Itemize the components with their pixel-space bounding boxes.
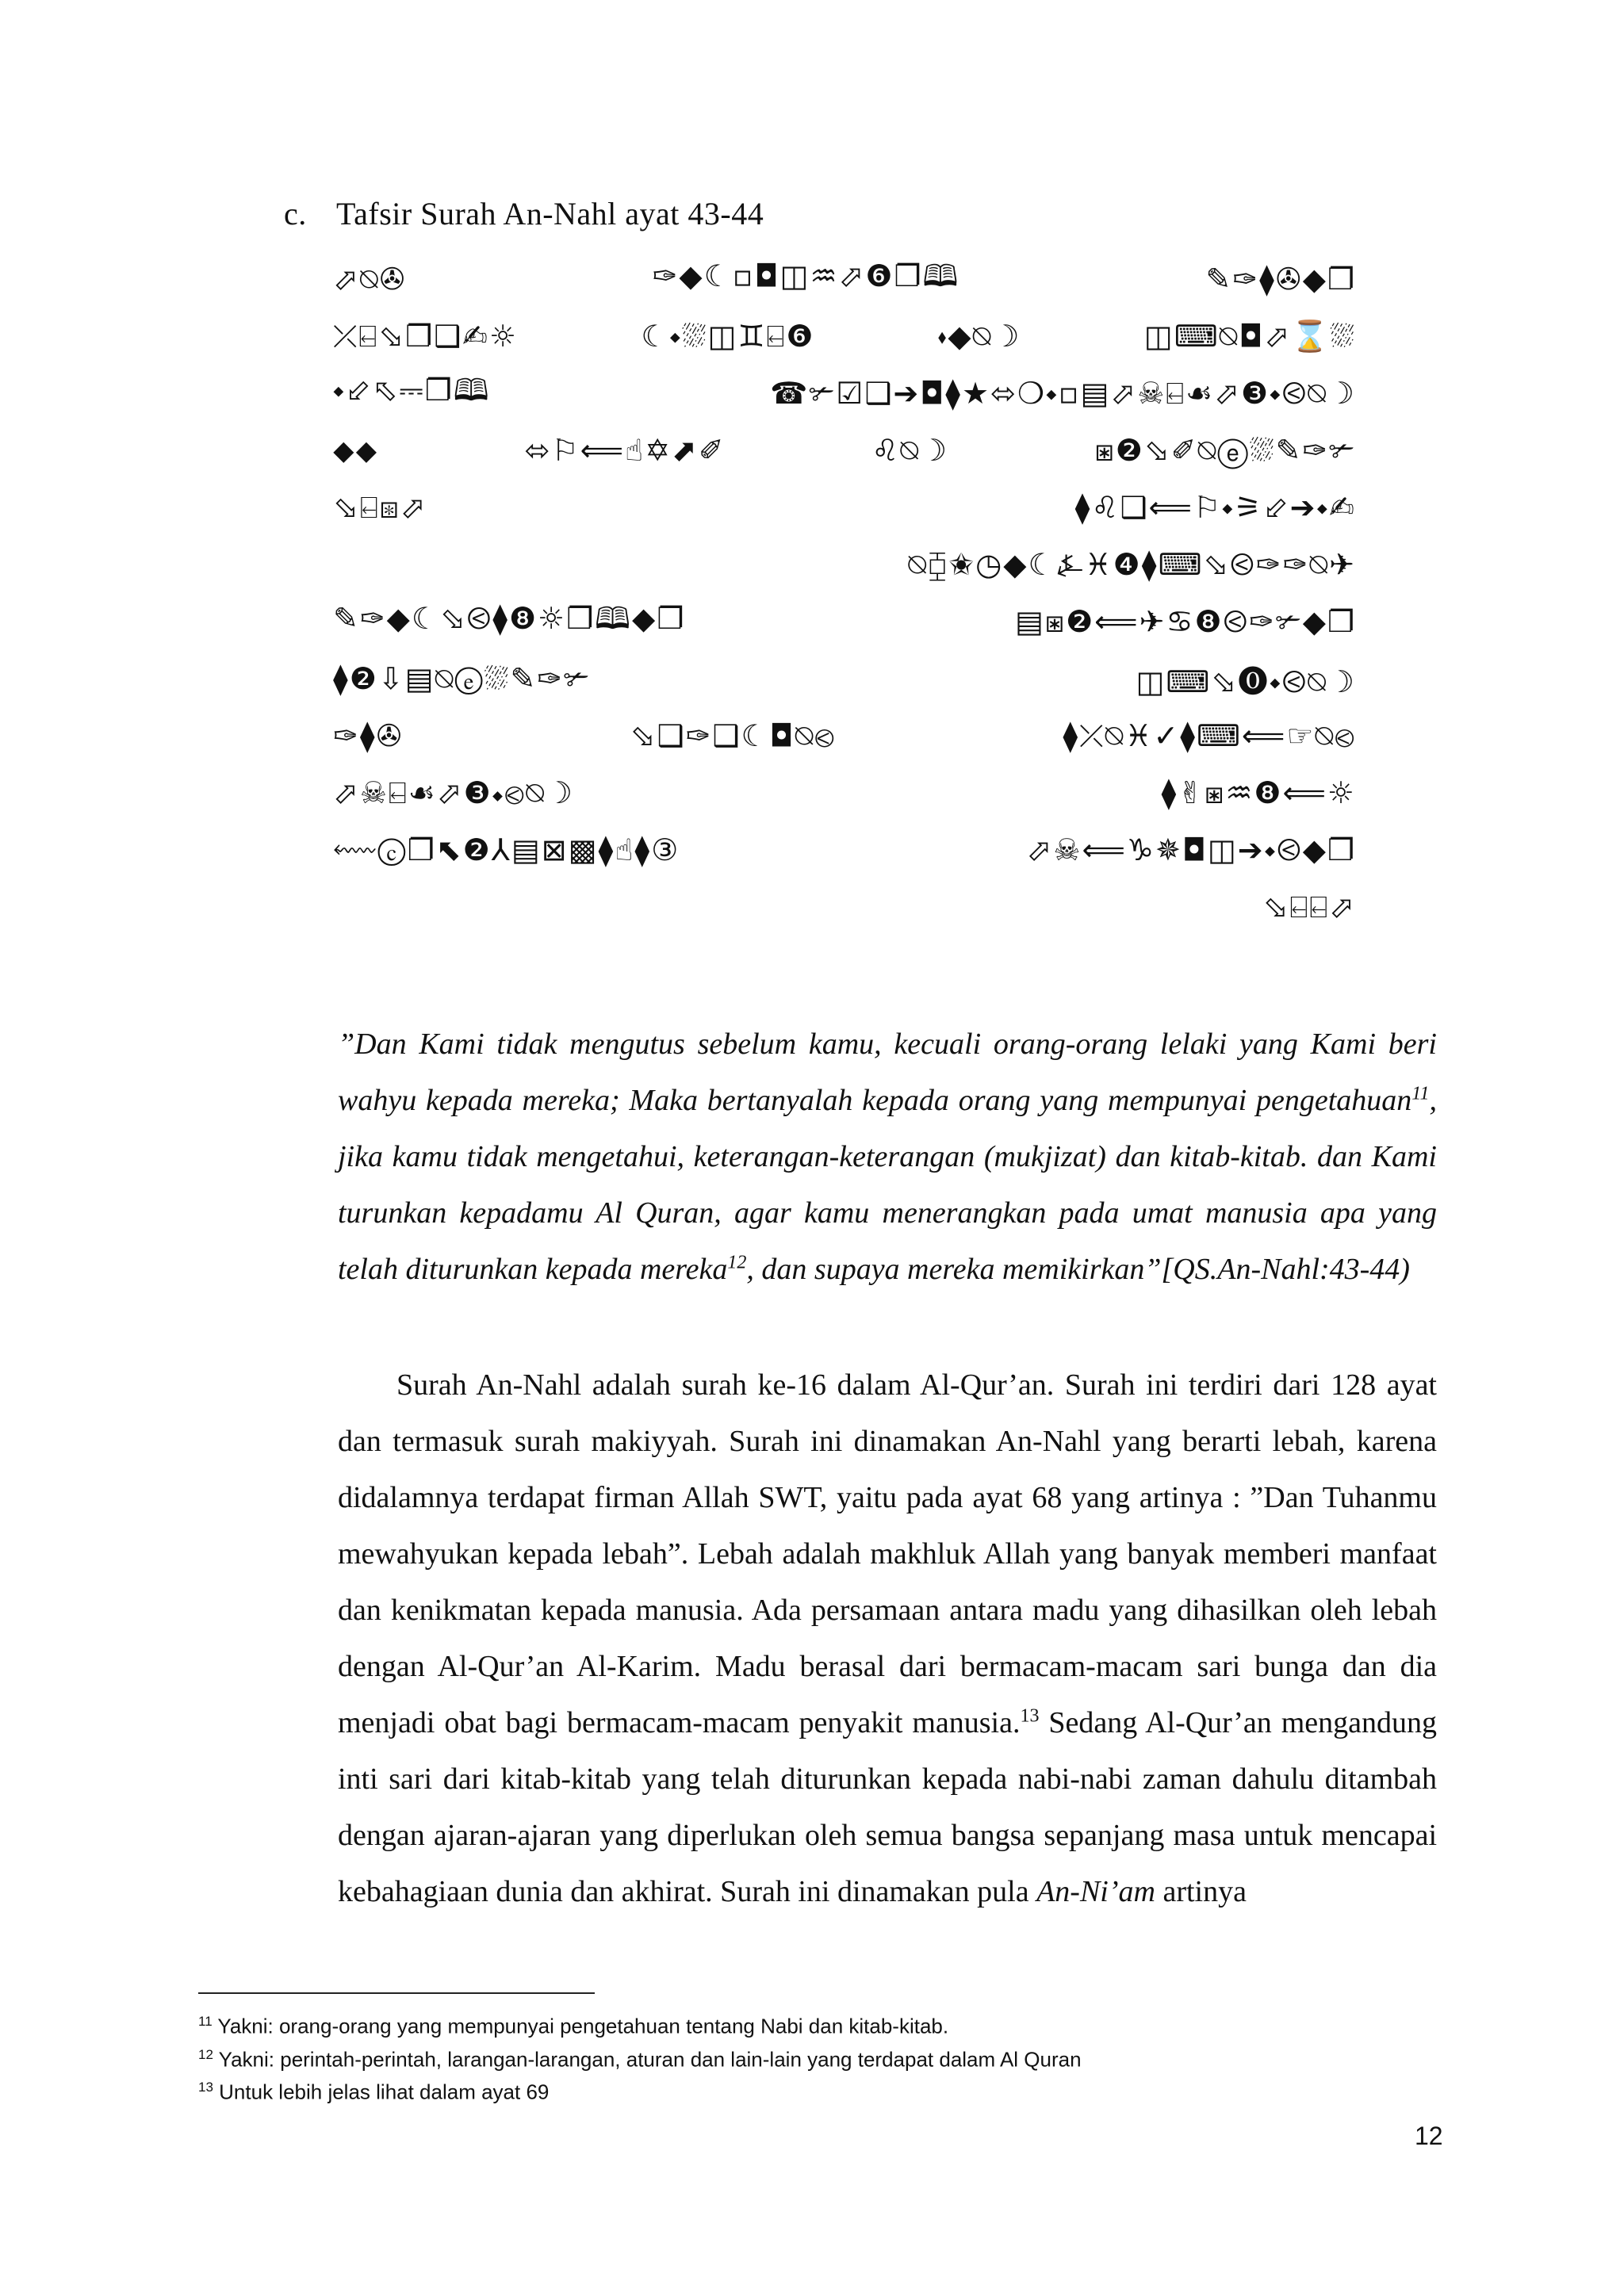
arabic-word: ⬪◆⍉☽ (937, 318, 1021, 354)
arabic-word: ⬥⬥ (333, 432, 379, 468)
body-paragraph (338, 1357, 1437, 1920)
arabic-word: ⧫✌⧆♒❽⟸☼ (1161, 775, 1356, 810)
paragraph-text: Sedang Al-Qur’an mengandung inti sari dari kitab-kitab yang telah diturunkan kepada nabi-nabi zaman dahulu ditambah dengan ajaran-ajaran yang diperlukan oleh semua bangsa sepanjang masa untuk mencapai kebahagiaan dunia dan akhirat. Surah ini dinamakan pula (338, 1706, 1437, 1908)
footnote-text: Yakni: orang-orang yang mempunyai pengetahuan tentang Nabi dan kitab-kitab. (212, 2014, 949, 2038)
arabic-line (333, 422, 1356, 479)
arabic-line (333, 479, 1356, 536)
arabic-word: ▤⧆❷⟸✈♋❽⧀✑✃◆❐ (1015, 603, 1356, 639)
arabic-word: ◫⌨⬂⓿⬩⧀⍉☽ (1136, 664, 1356, 699)
footnote-number: 13 (198, 2080, 213, 2095)
arabic-word: ⬂⍇⧆⬀ (333, 489, 427, 525)
section-heading (284, 195, 764, 232)
paragraph-text: artinya (1155, 1875, 1247, 1908)
arabic-line (333, 764, 1356, 821)
footnotes (198, 2007, 1435, 2107)
arabic-line (333, 650, 1356, 707)
arabic-line (333, 878, 1356, 936)
arabic-line (333, 308, 1356, 365)
section-marker: c. (284, 196, 307, 232)
arabic-word: ⤫⍇⬂❐❑✍☼ (333, 318, 519, 354)
surah-alt-name: An-Ni’am (1036, 1875, 1155, 1908)
arabic-line (333, 536, 1356, 593)
arabic-word: ☎✃☑❑➔◘⧫★⬄❍⬩▫▤⬀☠⍇☙⬀❸⬩⧀⍉☽ (770, 375, 1356, 411)
page-number: 12 (1415, 2122, 1443, 2150)
footnote-number: 12 (198, 2046, 213, 2062)
arabic-word: ⬀☠⍇☙⬀❸⬩⧀⍉☽ (333, 775, 575, 810)
translation-text: , dan supaya mereka memikirkan”[QS.An-Nahl:43-44) (746, 1253, 1410, 1286)
translation-text: , jika kamu tidak mengetahui, keterangan-keterangan (mukjizat) dan kitab-kitab. dan Kami turunkan kepadamu Al Quran, agar kamu menerangkan pada umat manusia apa yang telah diturunkan kepada mereka (338, 1084, 1437, 1286)
arabic-line (333, 707, 1356, 764)
arabic-word: ✑◆☾▫◘◫♒⬀❻❐🕮 (652, 258, 960, 293)
arabic-word: ⬂❑✑❑☾◘⍉⧀ (630, 718, 837, 753)
arabic-line (333, 251, 1356, 308)
footnote-number: 11 (198, 2014, 213, 2029)
verse-translation (338, 1016, 1437, 1298)
arabic-word: ⬀☠⟸♑✵◘◫➔⬩⧀◆❐ (1026, 832, 1356, 867)
arabic-word: ✑⧫✇ (333, 718, 404, 753)
translation-text: ”Dan Kami tidak mengutus sebelum kamu, kecuali orang-orang lelaki yang Kami beri wahyu kepada mereka; Maka bertanyalah kepada orang yang mempunyai pengetahuan (338, 1027, 1437, 1117)
arabic-word: ⬄⚐⟸☝✡⬈✐ (524, 433, 726, 468)
arabic-word: ⧫❷⇩▤⍉ⓔ⛆✎✑✃ (333, 660, 591, 696)
arabic-word: ⬩⬃⬁⎓❐🕮 (333, 372, 491, 408)
paragraph-text: Surah An-Nahl adalah surah ke-16 dalam Al-Qur’an. Surah ini terdiri dari 128 ayat dan termasuk surah makiyyah. Surah ini dinamakan An-Nahl yang berarti lebah, karena didalamnya terdapat firman Allah SWT, yaitu pada ayat 68 yang artinya : ”Dan Tuhanmu mewahyukan kepada lebah”. Lebah adalah makhluk Allah yang banyak memberi manfaat dan kenikmatan kepada manusia. Ada persamaan antara madu yang dihasilkan oleh lebah dengan Al-Qur’an Al-Karim. Madu berasal dari bermacam-macam sari bunga dan dia menjadi obat bagi bermacam-macam penyakit manusia. (338, 1368, 1437, 1739)
arabic-word: ⬀⍉✇ (333, 261, 407, 297)
arabic-line (333, 365, 1356, 422)
arabic-word: ⧫♌❑⟸⚐⬩⚞⬃➔⬩✍ (1074, 489, 1356, 525)
section-title: Tafsir Surah An-Nahl ayat 43-44 (336, 196, 764, 232)
arabic-word: ♌⍉☽ (871, 432, 949, 468)
arabic-word: ✎✑⧫✇◆❐ (1205, 262, 1356, 297)
footnote-divider (198, 1992, 595, 1994)
arabic-line (333, 593, 1356, 650)
arabic-word: ⬳ⓒ❐⬉❷⅄▤⊠▩⧫☝⧫③ (333, 832, 680, 867)
arabic-word: ☾⬩⛆◫♊⍇❻ (641, 318, 815, 354)
footnote-ref[interactable]: 11 (1411, 1083, 1430, 1104)
arabic-word: ◫⌨⍉◘⬀⌛⛆ (1143, 318, 1356, 354)
footnote-ref[interactable]: 12 (727, 1252, 747, 1273)
arabic-word: ⧆❷⬂✐⍉ⓔ⛆✎✑✃ (1094, 432, 1356, 468)
footnote (198, 2041, 1435, 2074)
arabic-word: ✎✑◆☾⬂⧀⧫❽☼❐🕮◆❐ (333, 600, 686, 636)
arabic-verse-block (333, 251, 1356, 936)
arabic-line (333, 821, 1356, 878)
footnote-ref[interactable]: 13 (1020, 1705, 1040, 1727)
footnote-text: Yakni: perintah-perintah, larangan-larangan, aturan dan lain-lain yang terdapat dalam Al Quran (213, 2047, 1082, 2072)
footnote (198, 2007, 1435, 2041)
arabic-word: ⧫⤫⍉♓✓⧫⌨⟸☞⍉⧀ (1063, 718, 1356, 753)
footnote (198, 2073, 1435, 2107)
arabic-word: ⬂⍇⍇⬀ (1262, 889, 1356, 924)
footnote-text: Untuk lebih jelas lihat dalam ayat 69 (213, 2080, 550, 2104)
arabic-word: ⍉⧮✬◷◆☾⍼♓❹⧫⌨⬂⧀✑✑⍉✈ (908, 546, 1356, 582)
